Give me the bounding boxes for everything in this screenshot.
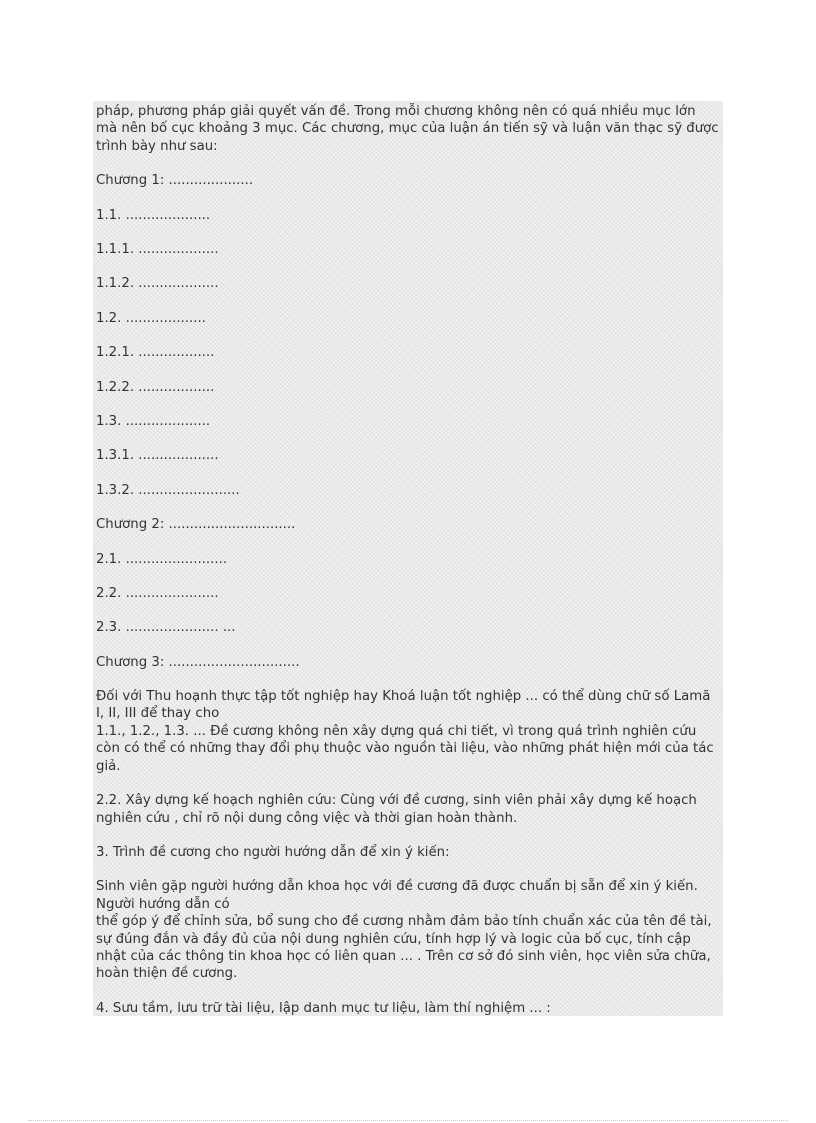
outline-item: 1.2. ................... bbox=[96, 310, 206, 326]
outline-item: 1.1.2. ................... bbox=[96, 276, 219, 292]
roman-numeral-note: Đối với Thu hoạnh thực tập tốt nghiệp hay Khoá luận tốt nghiệp ... có thể dùng chữ số Lamã I, II, III để thay cho bbox=[96, 689, 711, 722]
outline-item: 2.2. ...................... bbox=[96, 585, 219, 601]
outline-item: Chương 2: .............................. bbox=[96, 517, 296, 533]
document-body bbox=[93, 101, 723, 1016]
spacer bbox=[96, 827, 720, 844]
section-3-paragraph-rest: thể góp ý để chỉnh sửa, bổ sung cho đề cương nhằm đảm bảo tính chuẩn xác của tên đề tài, sự đúng đắn và đầy đủ của nội dung nghiên cứu, tính hợp lý và logic của bố cục, tính cập nhật của các thông tin khoa học có liên quan ... . Trên cơ sở đó sinh viên, học viên sửa chữa, hoàn thiện đề cương. bbox=[96, 914, 712, 982]
outline-item: 1.1.1. ................... bbox=[96, 242, 219, 257]
outline-item: 1.3.1. ................... bbox=[96, 448, 219, 464]
outline-item: 2.1. ........................ bbox=[96, 551, 228, 567]
outline-item: 2.3. ...................... ... bbox=[96, 620, 236, 636]
outline-item: Chương 1: .................... bbox=[96, 173, 254, 189]
section-2-2-paragraph: 2.2. Xây dựng kế hoạch nghiên cứu: Cùng với đề cương, sinh viên phải xây dựng kế hoạch nghiên cứu , chỉ rõ nội dung công việc và thời gian hoàn thành. bbox=[96, 793, 697, 826]
outline-item: 1.3.2. ........................ bbox=[96, 482, 240, 498]
section-3-heading: 3. Trình đề cương cho người hướng dẫn để xin ý kiến: bbox=[96, 844, 450, 860]
outline-item: 1.1. .................... bbox=[96, 207, 211, 223]
page-bottom-divider bbox=[28, 1120, 788, 1121]
outline-item: 1.2.1. .................. bbox=[96, 345, 215, 361]
spacer bbox=[96, 155, 720, 172]
chapter-outline bbox=[96, 172, 720, 688]
section-4-heading: 4. Sưu tầm, lưu trữ tài liệu, lập danh mục tư liệu, làm thí nghiệm ... : bbox=[96, 1000, 551, 1016]
spacer bbox=[96, 983, 720, 1000]
outline-item: 1.2.2. .................. bbox=[96, 379, 215, 395]
spacer bbox=[96, 775, 720, 792]
outline-item: 1.3. .................... bbox=[96, 413, 211, 429]
intro-paragraph: pháp, phương pháp giải quyết vấn đề. Trong mỗi chương không nên có quá nhiều mục lớn mà nên bố cục khoảng 3 mục. Các chương, mục của luận án tiến sỹ và luận văn thạc sỹ được trình bày như sau: bbox=[96, 104, 719, 154]
outline-item: Chương 3: ............................... bbox=[96, 654, 300, 670]
outline-detail-note: 1.1., 1.2., 1.3. ... Đề cương không nên xây dựng quá chi tiết, vì trong quá trình nghiên cứu còn có thể có những thay đổi phụ thuộc vào nguồn tài liệu, vào những phát hiện mới của tác giả. bbox=[96, 723, 714, 774]
section-3-paragraph-start: Sinh viên gặp người hướng dẫn khoa học với đề cương đã được chuẩn bị sẵn để xin ý kiến. Người hướng dẫn có bbox=[96, 879, 698, 912]
spacer bbox=[96, 861, 720, 878]
